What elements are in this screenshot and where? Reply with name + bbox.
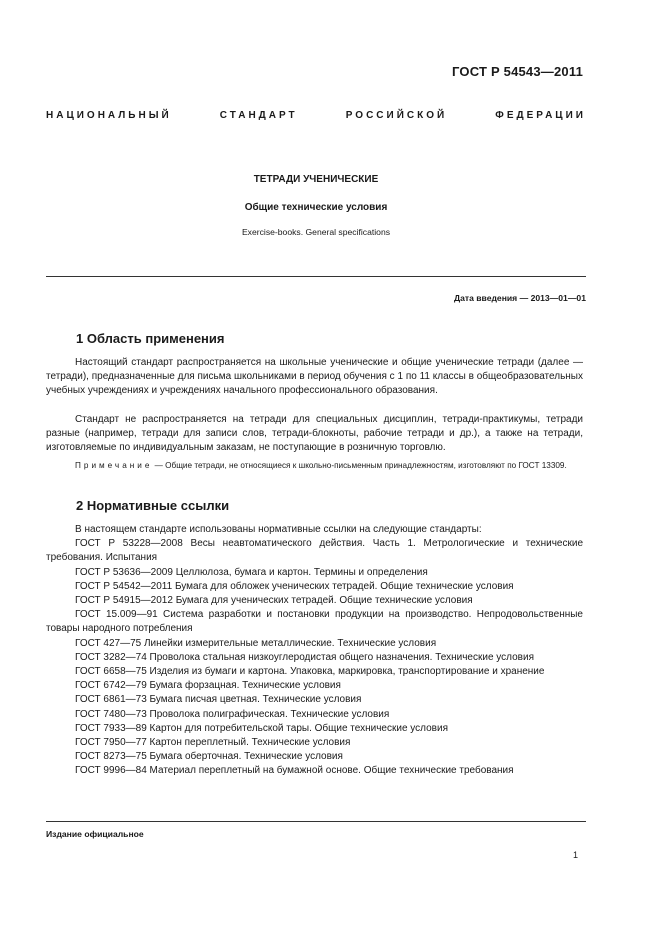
page-number: 1: [572, 850, 578, 860]
reference-item: ГОСТ Р 54542—2011 Бумага для обложек ученических тетрадей. Общие технические условия: [75, 580, 514, 592]
introduction-date: Дата введения — 2013—01—01: [453, 293, 586, 303]
edition-label: Издание официальное: [46, 829, 144, 839]
gost-number: ГОСТ Р 54543—2011: [452, 64, 583, 79]
document-subtitle: Общие технические условия: [244, 202, 388, 213]
section-1-paragraph-2: Стандарт не распространяется на тетради для специальных дисциплин, тетради-практикумы, тетради разные (например, тетради для записи слов, тетради-блокноты, рабочие тетради и др.), а также на тетради, изготовляемые по индивидуальным заказам, не поступающие в розничную торговлю.: [46, 414, 583, 454]
divider-top: [46, 276, 586, 277]
note: [46, 460, 583, 472]
reference-item: ГОСТ 427—75 Линейки измерительные металлические. Технические условия: [75, 637, 437, 649]
document-title-english: Exercise-books. General specifications: [241, 227, 391, 237]
note-text: — Общие тетради, не относящиеся к школьно-письменным принадлежностям, изготовляют по ГОСТ 13309.: [154, 461, 567, 470]
reference-item: ГОСТ 3282—74 Проволока стальная низкоуглеродистая общего назначения. Технические условия: [75, 651, 534, 663]
divider-bottom: [46, 821, 586, 822]
reference-item: ГОСТ 7480—73 Проволока полиграфическая. Технические условия: [75, 708, 390, 720]
reference-item: ГОСТ 8273—75 Бумага оберточная. Технические условия: [75, 751, 343, 763]
document-title: ТЕТРАДИ УЧЕНИЧЕСКИЕ: [253, 174, 379, 185]
reference-item: ГОСТ 9996—84 Материал переплетный на бумажной основе. Общие технические требования: [75, 765, 514, 777]
section-1-paragraph-1: Настоящий стандарт распространяется на школьные ученические и общие ученические тетради (далее — тетради), предназначенные для письма школьниками в период обучения с 1 по 11 классы в общеобразовательных учебных учреждениях и учреждениях начального профессионального образования.: [46, 357, 583, 397]
reference-item: ГОСТ 6742—79 Бумага форзацная. Технические условия: [75, 680, 341, 692]
reference-item: ГОСТ 7933—89 Картон для потребительской тары. Общие технические условия: [75, 722, 448, 734]
reference-item: ГОСТ Р 54915—2012 Бумага для ученических тетрадей. Общие технические условия: [75, 595, 473, 607]
reference-item: ГОСТ 6861—73 Бумага писчая цветная. Технические условия: [75, 694, 362, 706]
references-intro: В настоящем стандарте использованы нормативные ссылки на следующие стандарты:: [75, 524, 482, 535]
national-standard-title: НАЦИОНАЛЬНЫЙ СТАНДАРТ РОССИЙСКОЙ ФЕДЕРАЦИИ: [46, 110, 586, 121]
references-list: [46, 523, 583, 779]
reference-item: ГОСТ 7950—77 Картон переплетный. Технические условия: [75, 737, 351, 749]
reference-item: ГОСТ 6658—75 Изделия из бумаги и картона. Упаковка, маркировка, транспортирование и хранение: [75, 666, 545, 678]
reference-item: ГОСТ Р 53228—2008 Весы неавтоматического действия. Часть 1. Метрологические и технические требования. Испытания: [46, 538, 583, 564]
reference-item: ГОСТ Р 53636—2009 Целлюлоза, бумага и картон. Термины и определения: [75, 566, 428, 578]
note-label: Примечание: [75, 461, 153, 470]
section-1-heading: 1 Область применения: [76, 331, 225, 346]
section-2-heading: 2 Нормативные ссылки: [76, 498, 230, 513]
reference-item: ГОСТ 15.009—91 Система разработки и постановки продукции на производство. Непродовольственные товары народного потребления: [46, 609, 583, 635]
